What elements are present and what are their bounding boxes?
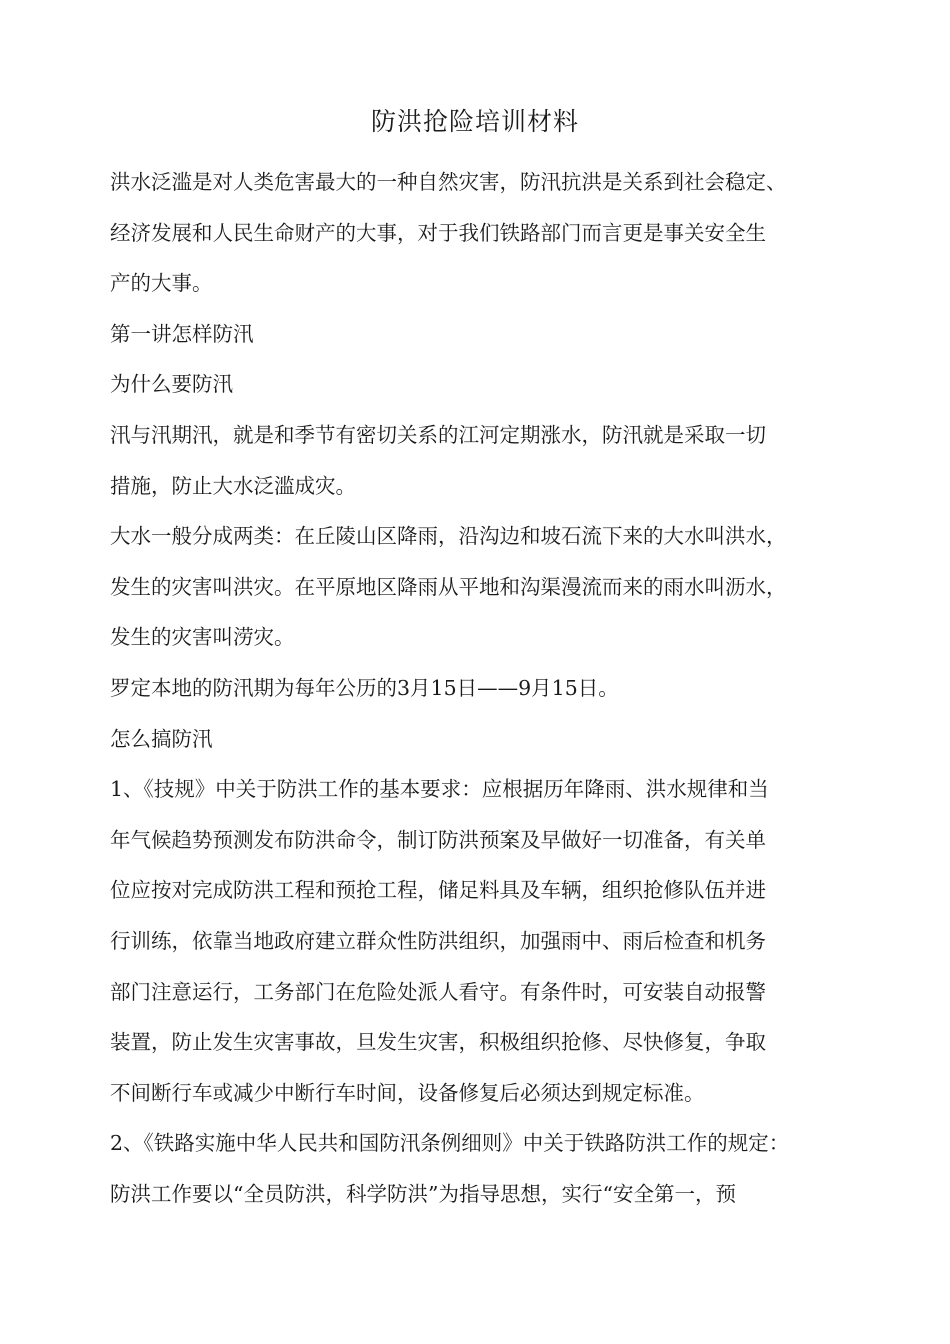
text-line: 产的大事。 (110, 271, 213, 296)
section-heading: 第一讲怎样防汛 (110, 321, 254, 346)
document-title: 防洪抢险培训材料 (370, 107, 579, 136)
text-line: 1、《技规》中关于防洪工作的基本要求：应根据历年降雨、洪水规律和当 (110, 777, 769, 802)
text-line: 部门注意运行，工务部门在危险处派人看守。有条件时，可安装自动报警 (110, 979, 766, 1004)
text-line: 年气候趋势预测发布防洪命令，制订防洪预案及早做好一切准备，有关单 (110, 827, 766, 852)
text-line: 经济发展和人民生命财产的大事，对于我们铁路部门而言更是事关安全生 (110, 220, 766, 245)
text-line: 罗定本地的防汛期为每年公历的3月15日——9月15日。 (110, 675, 619, 700)
text-line: 防洪工作要以“全员防洪，科学防洪”为指导思想，实行“安全第一，预 (110, 1181, 736, 1206)
document-body (110, 157, 855, 1219)
text-line: 2、《铁路实施中华人民共和国防汛条例细则》中关于铁路防洪工作的规定： (110, 1131, 790, 1156)
text-line: 措施，防止大水泛滥成灾。 (110, 473, 356, 498)
text-line: 发生的灾害叫涝灾。 (110, 625, 295, 650)
text-line: 汛与汛期汛，就是和季节有密切关系的江河定期涨水，防汛就是采取一切 (110, 422, 766, 447)
subsection-heading: 怎么搞防汛 (110, 726, 213, 751)
text-line: 装置，防止发生灾害事故，旦发生灾害，积极组织抢修、尽快修复，争取 (110, 1030, 766, 1055)
text-line: 位应按对完成防洪工程和预抢工程，储足料具及车辆，组织抢修队伍并进 (110, 878, 766, 903)
text-line: 不间断行车或减少中断行车时间，设备修复后必须达到规定标准。 (110, 1080, 705, 1105)
text-line: 发生的灾害叫洪灾。在平原地区降雨从平地和沟渠漫流而来的雨水叫沥水， (110, 574, 787, 599)
text-line: 大水一般分成两类：在丘陵山区降雨，沿沟边和坡石流下来的大水叫洪水， (110, 524, 787, 549)
text-line: 行训练，依靠当地政府建立群众性防洪组织，加强雨中、雨后检查和机务 (110, 928, 766, 953)
subsection-heading: 为什么要防汛 (110, 372, 233, 397)
text-line: 洪水泛滥是对人类危害最大的一种自然灾害，防汛抗洪是关系到社会稳定、 (110, 170, 787, 194)
